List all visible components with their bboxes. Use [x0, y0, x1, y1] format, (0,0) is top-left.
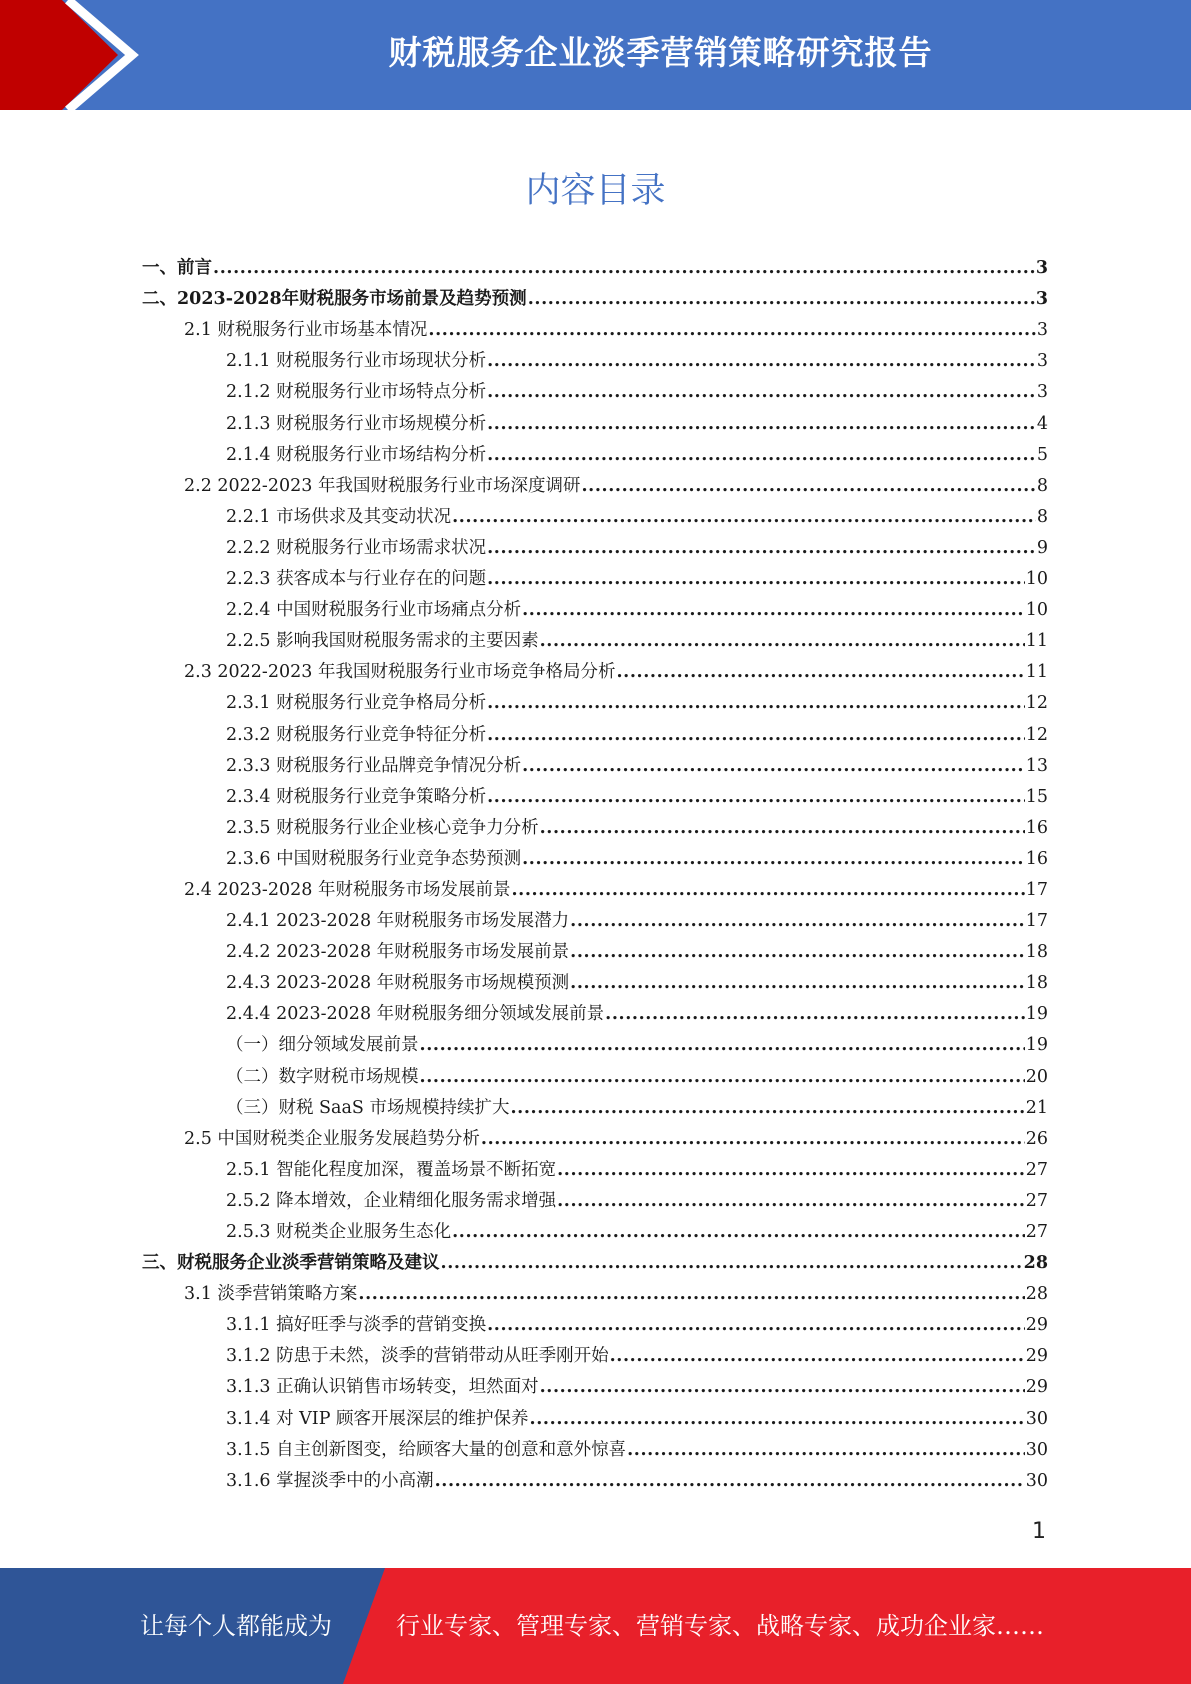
toc-entry-page: 18 — [1025, 942, 1048, 963]
toc-entry-title: 2.1.3 财税服务行业市场规模分析 — [226, 413, 487, 434]
toc-entry-title: 2.1.1 财税服务行业市场现状分析 — [226, 351, 487, 372]
toc-entry[interactable] — [142, 316, 1048, 347]
toc-entry-title: 二、2023-2028年财税服务市场前景及趋势预测 — [142, 289, 527, 310]
toc-entry-title: 2.2.3 获客成本与行业存在的问题 — [226, 569, 487, 590]
toc-entry-page: 27 — [1025, 1190, 1048, 1211]
page-footer — [0, 1568, 1191, 1684]
toc-entry[interactable] — [142, 720, 1048, 751]
toc-entry[interactable] — [142, 1373, 1048, 1404]
toc-entry[interactable] — [142, 1436, 1048, 1467]
toc-leader-dots — [428, 319, 1035, 341]
toc-leader-dots — [487, 568, 1025, 590]
toc-entry-title: 2.2.1 市场供求及其变动状况 — [226, 506, 452, 527]
toc-entry[interactable] — [142, 1031, 1048, 1062]
toc-entry-title: 2.3.1 财税服务行业竞争格局分析 — [226, 693, 487, 714]
toc-entry-page: 29 — [1025, 1315, 1048, 1336]
toc-leader-dots — [522, 848, 1025, 870]
toc-entry-page: 20 — [1025, 1066, 1048, 1087]
toc-leader-dots — [510, 1097, 1024, 1119]
toc-leader-dots — [452, 506, 1036, 528]
toc-entry-title: 2.5.1 智能化程度加深，覆盖场景不断拓宽 — [226, 1159, 557, 1180]
toc-entry[interactable] — [142, 565, 1048, 596]
toc-entry[interactable] — [142, 938, 1048, 969]
toc-entry-page: 17 — [1025, 879, 1048, 900]
toc-leader-dots — [528, 288, 1035, 310]
toc-leader-dots — [581, 475, 1035, 497]
toc-entry-page: 30 — [1025, 1470, 1048, 1491]
footer-slogan-left: 让每个人都能成为 — [140, 1612, 332, 1640]
toc-leader-dots — [435, 1470, 1025, 1492]
toc-entry-title: 3.1 淡季营销策略方案 — [184, 1284, 358, 1305]
toc-entry-title: 2.4.2 2023-2028 年财税服务市场发展前景 — [226, 942, 570, 963]
toc-entry[interactable] — [142, 1094, 1048, 1125]
toc-leader-dots — [540, 817, 1025, 839]
toc-entry-title: 2.5 中国财税类企业服务发展趋势分析 — [184, 1128, 480, 1149]
toc-entry[interactable] — [142, 783, 1048, 814]
toc-entry[interactable] — [142, 1311, 1048, 1342]
toc-leader-dots — [452, 1221, 1025, 1243]
toc-entry-page: 16 — [1025, 817, 1048, 838]
toc-leader-dots — [213, 257, 1035, 279]
toc-entry[interactable] — [142, 1218, 1048, 1249]
toc-leader-dots — [358, 1283, 1024, 1305]
toc-entry-title: 2.5.2 降本增效，企业精细化服务需求增强 — [226, 1190, 557, 1211]
toc-entry-title: 2.4 2023-2028 年财税服务市场发展前景 — [184, 879, 511, 900]
toc-entry-page: 8 — [1036, 475, 1048, 496]
toc-leader-dots — [487, 692, 1025, 714]
toc-entry-page: 12 — [1025, 724, 1048, 745]
toc-entry-title: 2.3.4 财税服务行业竞争策略分析 — [226, 786, 487, 807]
toc-entry-title: 2.5.3 财税类企业服务生态化 — [226, 1222, 452, 1242]
toc-entry-page: 10 — [1025, 600, 1048, 621]
toc-entry-page: 29 — [1025, 1377, 1048, 1398]
toc-entry-title: 2.1.2 财税服务行业市场特点分析 — [226, 382, 487, 403]
toc-entry-page: 15 — [1025, 786, 1048, 807]
toc-leader-dots — [540, 1376, 1025, 1398]
toc-entry-page: 28 — [1023, 1253, 1048, 1274]
toc-leader-dots — [511, 879, 1024, 901]
toc-entry-page: 3 — [1035, 289, 1048, 310]
toc-leader-dots — [540, 630, 1025, 652]
toc-entry-page: 10 — [1025, 569, 1048, 590]
toc-entry[interactable] — [142, 441, 1048, 472]
toc-leader-dots — [487, 537, 1036, 559]
toc-entry-title: 3.1.4 对 VIP 顾客开展深层的维护保养 — [226, 1408, 529, 1429]
toc-entry[interactable] — [142, 1000, 1048, 1031]
toc-entry[interactable] — [142, 1342, 1048, 1373]
toc-entry[interactable] — [142, 1404, 1048, 1435]
toc-heading: 内容目录 — [525, 171, 666, 211]
report-title: 财税服务企业淡季营销策略研究报告 — [388, 33, 933, 72]
toc-entry-title: （一）细分领域发展前景 — [226, 1035, 419, 1056]
toc-entry[interactable] — [142, 503, 1048, 534]
toc-entry[interactable] — [142, 627, 1048, 658]
toc-leader-dots — [610, 1345, 1025, 1367]
toc-entry-page: 17 — [1025, 911, 1048, 932]
toc-leader-dots — [487, 1314, 1025, 1336]
toc-entry-title: 2.1.4 财税服务行业市场结构分析 — [226, 444, 487, 465]
toc-entry[interactable] — [142, 845, 1048, 876]
toc-entry-page: 5 — [1036, 444, 1048, 465]
toc-leader-dots — [570, 910, 1025, 932]
toc-entry-title: （二）数字财税市场规模 — [226, 1066, 419, 1087]
toc-entry[interactable] — [142, 1280, 1048, 1311]
toc-entry[interactable] — [142, 596, 1048, 627]
toc-entry[interactable] — [142, 876, 1048, 907]
toc-entry-page: 29 — [1025, 1346, 1048, 1367]
toc-entry[interactable] — [142, 1156, 1048, 1187]
toc-entry-title: 2.4.4 2023-2028 年财税服务细分领域发展前景 — [226, 1004, 605, 1025]
toc-entry-page: 8 — [1036, 506, 1048, 527]
toc-entry-title: 2.2.4 中国财税服务行业市场痛点分析 — [226, 600, 522, 621]
toc-entry-title: 2.3.6 中国财税服务行业竞争态势预测 — [226, 848, 522, 869]
toc-entry[interactable] — [142, 969, 1048, 1000]
toc-leader-dots — [487, 350, 1036, 372]
toc-leader-dots — [522, 599, 1025, 621]
toc-leader-dots — [487, 786, 1025, 808]
header-chevron-decoration — [0, 0, 160, 110]
toc-leader-dots — [420, 1066, 1025, 1088]
toc-entry-page: 19 — [1025, 1035, 1048, 1056]
toc-entry[interactable] — [142, 347, 1048, 378]
toc-entry[interactable] — [142, 534, 1048, 565]
toc-entry-page: 28 — [1025, 1284, 1048, 1305]
toc-entry-title: 2.3 2022-2023 年我国财税服务行业市场竞争格局分析 — [184, 662, 616, 683]
toc-entry-title: 3.1.2 防患于未然，淡季的营销带动从旺季刚开始 — [226, 1346, 609, 1367]
toc-entry-page: 11 — [1025, 662, 1048, 683]
table-of-contents — [142, 254, 1048, 1498]
toc-leader-dots — [605, 1003, 1025, 1025]
toc-entry[interactable] — [142, 689, 1048, 720]
toc-entry[interactable] — [142, 814, 1048, 845]
toc-entry-title: 一、前言 — [142, 258, 212, 279]
toc-entry-title: 2.3.5 财税服务行业企业核心竞争力分析 — [226, 817, 539, 838]
toc-entry[interactable] — [142, 658, 1048, 689]
toc-entry-title: 2.3.3 财税服务行业品牌竞争情况分析 — [226, 755, 522, 776]
toc-entry[interactable] — [142, 752, 1048, 783]
toc-entry-title: 2.4.3 2023-2028 年财税服务市场规模预测 — [226, 973, 570, 994]
toc-entry[interactable] — [142, 1467, 1048, 1498]
toc-entry-page: 11 — [1025, 631, 1048, 652]
toc-entry-title: 3.1.6 掌握淡季中的小高潮 — [226, 1470, 434, 1491]
toc-entry-title: 2.2 2022-2023 年我国财税服务行业市场深度调研 — [184, 475, 581, 496]
toc-entry-title: 3.1.1 搞好旺季与淡季的营销变换 — [226, 1315, 487, 1336]
toc-entry-title: 三、财税服务企业淡季营销策略及建议 — [142, 1253, 440, 1274]
toc-entry-title: 2.1 财税服务行业市场基本情况 — [184, 320, 428, 341]
toc-entry-page: 30 — [1025, 1439, 1048, 1460]
toc-entry-page: 21 — [1025, 1097, 1048, 1118]
toc-entry[interactable] — [142, 1187, 1048, 1218]
page-header — [0, 0, 1191, 110]
toc-entry[interactable] — [142, 285, 1048, 316]
toc-leader-dots — [441, 1252, 1023, 1274]
toc-leader-dots — [487, 413, 1036, 435]
toc-entry-title: 2.3.2 财税服务行业竞争特征分析 — [226, 724, 487, 745]
toc-entry[interactable] — [142, 378, 1048, 409]
toc-entry-title: 2.4.1 2023-2028 年财税服务市场发展潜力 — [226, 911, 570, 932]
footer-slogan-right: 行业专家、管理专家、营销专家、战略专家、成功企业家…… — [396, 1612, 1044, 1640]
toc-entry[interactable] — [142, 1249, 1048, 1280]
toc-leader-dots — [487, 381, 1036, 403]
toc-entry-page: 3 — [1035, 258, 1048, 279]
toc-entry-page: 27 — [1025, 1222, 1048, 1242]
toc-entry-page: 30 — [1025, 1408, 1048, 1429]
toc-entry-page: 3 — [1036, 351, 1048, 372]
toc-entry-page: 3 — [1036, 382, 1048, 403]
toc-leader-dots — [522, 755, 1025, 777]
toc-entry[interactable] — [142, 254, 1048, 285]
toc-entry-page: 18 — [1025, 973, 1048, 994]
toc-entry[interactable] — [142, 1062, 1048, 1093]
toc-leader-dots — [616, 661, 1024, 683]
toc-leader-dots — [557, 1190, 1025, 1212]
toc-entry-page: 27 — [1025, 1159, 1048, 1180]
toc-entry-page: 3 — [1036, 320, 1048, 341]
toc-entry-title: 3.1.3 正确认识销售市场转变，坦然面对 — [226, 1377, 539, 1398]
toc-entry-title: 2.2.5 影响我国财税服务需求的主要因素 — [226, 631, 539, 652]
toc-entry[interactable] — [142, 907, 1048, 938]
toc-entry-page: 9 — [1036, 537, 1048, 558]
toc-entry-page: 16 — [1025, 848, 1048, 869]
toc-leader-dots — [557, 1159, 1025, 1181]
toc-leader-dots — [627, 1439, 1025, 1461]
toc-entry[interactable] — [142, 409, 1048, 440]
page-number: 1 — [1032, 1519, 1046, 1544]
toc-entry-page: 4 — [1036, 413, 1048, 434]
toc-leader-dots — [570, 941, 1025, 963]
toc-entry-title: 2.2.2 财税服务行业市场需求状况 — [226, 537, 487, 558]
toc-entry-title: （三）财税 SaaS 市场规模持续扩大 — [226, 1097, 510, 1118]
toc-entry[interactable] — [142, 1125, 1048, 1156]
toc-leader-dots — [420, 1034, 1025, 1056]
toc-leader-dots — [487, 724, 1025, 746]
toc-entry-page: 12 — [1025, 693, 1048, 714]
toc-leader-dots — [481, 1128, 1025, 1150]
toc-entry-page: 19 — [1025, 1004, 1048, 1025]
toc-entry-page: 13 — [1025, 755, 1048, 776]
toc-leader-dots — [570, 972, 1025, 994]
toc-entry-page: 26 — [1025, 1128, 1048, 1149]
toc-leader-dots — [487, 444, 1036, 466]
toc-leader-dots — [530, 1408, 1025, 1430]
toc-entry[interactable] — [142, 472, 1048, 503]
toc-entry-title: 3.1.5 自主创新图变，给顾客大量的创意和意外惊喜 — [226, 1439, 627, 1460]
